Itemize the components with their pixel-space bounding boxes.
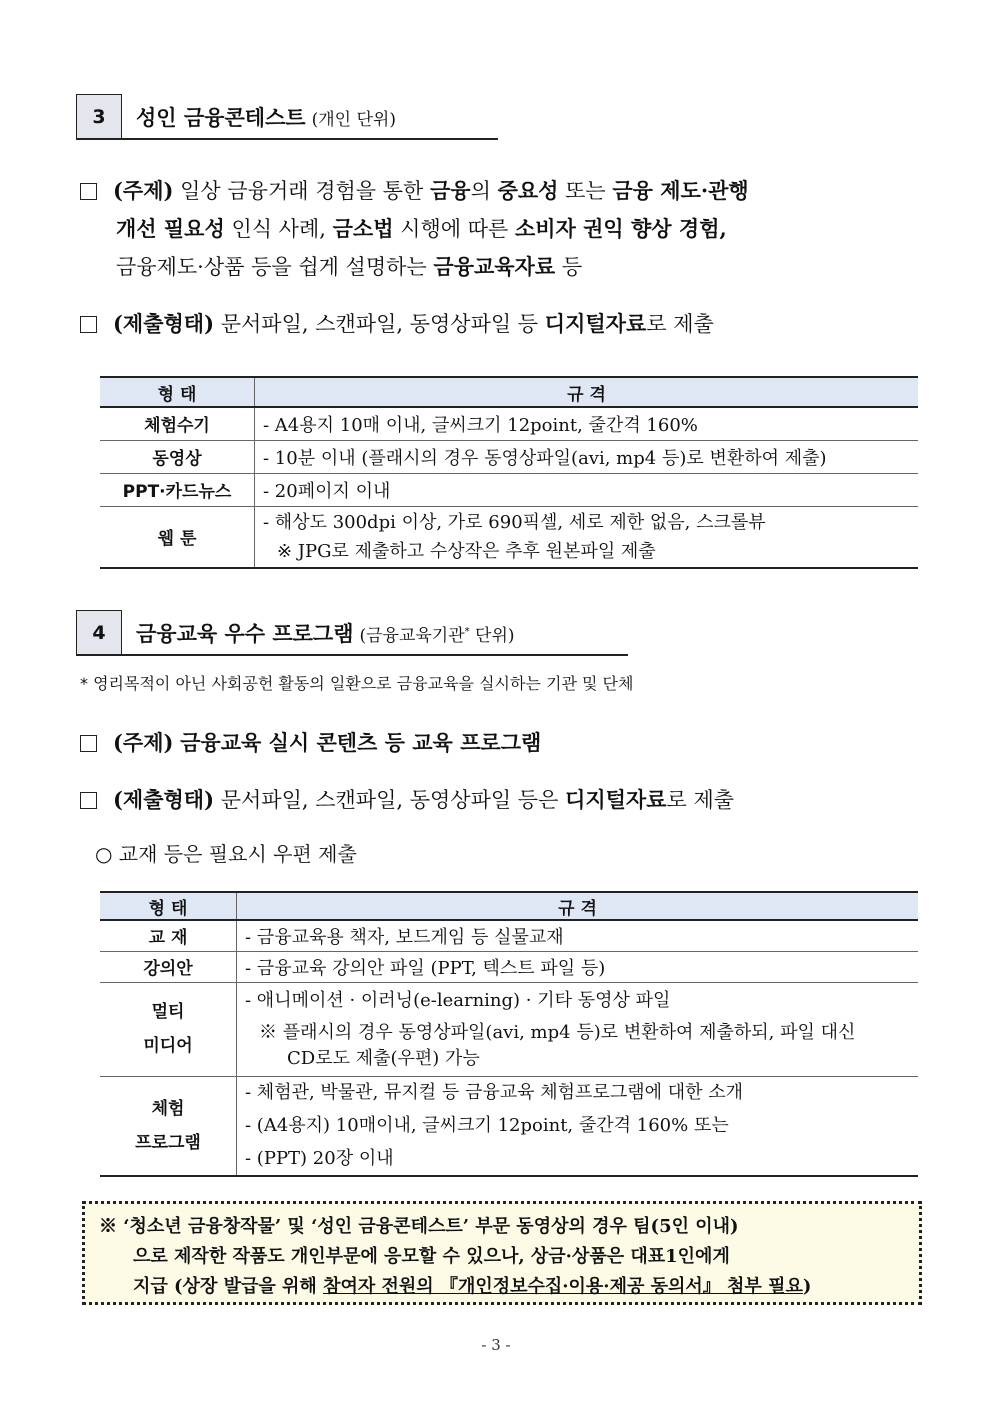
- section-4-sub-item: ○ 교재 등은 필요시 우편 제출: [95, 842, 357, 866]
- checkbox-icon: [80, 183, 97, 200]
- section-3-underline: [76, 138, 498, 140]
- section-3-title: 성인 금융콘테스트: [136, 105, 306, 130]
- table-row: PPT·카드뉴스 - 20페이지 이내: [100, 473, 918, 506]
- table-header-type: 형 태: [100, 377, 255, 407]
- section-4-number: 4: [76, 610, 122, 656]
- section-4-submission: (제출형태) 문서파일, 스캔파일, 동영상파일 등은 디지털자료로 제출: [80, 781, 734, 819]
- section-4-spec-table: [100, 891, 918, 1177]
- checkbox-icon: [80, 316, 97, 333]
- section-3-spec-table: [100, 376, 918, 569]
- table-row: 체험 프로그램 - 체험관, 박물관, 뮤지컬 등 금융교육 체험프로그램에 대한 소개 - (A4용지) 10매이내, 글씨크기 12point, 줄간격 160% 또는 - (PPT) 20장 이내: [100, 1076, 918, 1176]
- page-number: - 3 -: [481, 1336, 511, 1354]
- section-4-underline: [76, 654, 628, 656]
- section-3-submission: (제출형태) 문서파일, 스캔파일, 동영상파일 등 디지털자료로 제출: [80, 305, 714, 343]
- checkbox-icon: [80, 792, 97, 809]
- checkbox-icon: [80, 735, 97, 752]
- section-4-subtitle: (금융교육기관* 단위): [359, 625, 515, 646]
- table-row: 교 재 - 금융교육용 책자, 보드게임 등 실물교재: [100, 920, 918, 951]
- table-row: 체험수기 - A4용지 10매 이내, 글씨크기 12point, 줄간격 160%: [100, 407, 918, 440]
- table-row: 동영상 - 10분 이내 (플래시의 경우 동영상파일(avi, mp4 등)로 변환하여 제출): [100, 440, 918, 473]
- table-row: 강의안 - 금융교육 강의안 파일 (PPT, 텍스트 파일 등): [100, 951, 918, 982]
- table-header-type: 형 태: [100, 892, 237, 920]
- section-4-footnote: * 영리목적이 아닌 사회공헌 활동의 일환으로 금융교육을 실시하는 기관 및 단체: [80, 674, 634, 693]
- section-3-subtitle: (개인 단위): [311, 109, 396, 130]
- table-row: 멀티 미디어 - 애니메이션 · 이러닝(e-learning) · 기타 동영상 파일 ※ 플래시의 경우 동영상파일(avi, mp4 등)로 변환하여 제출하되, 파일 대신 CD로도 제출(우편) 가능: [100, 982, 918, 1076]
- table-row: 웹 툰 - 해상도 300dpi 이상, 가로 690픽셀, 세로 제한 없음, 스크롤뷰 ※ JPG로 제출하고 수상작은 추후 원본파일 제출: [100, 506, 918, 568]
- table-header-spec: 규 격: [237, 892, 919, 920]
- section-3-topic: (주제) 일상 금융거래 경험을 통한 금융의 중요성 또는 금융 제도·관행 개선 필요성 인식 사례, 금소법 시행에 따른 소비자 권익 향상 경험, 금융제도·상품 등을 쉽게 설명하는 금융교육자료 등: [80, 172, 922, 286]
- section-3-header: [76, 94, 396, 140]
- table-header-spec: 규 격: [255, 377, 919, 407]
- notice-box: ※ ‘청소년 금융창작물’ 및 ‘성인 금융콘테스트’ 부문 동영상의 경우 팀(5인 이내) 으로 제작한 작품도 개인부문에 응모할 수 있으나, 상금·상품은 대표1인에게 지급 (상장 발급을 위해 참여자 전원의 『개인정보수집·이용·제공 동의서』 첨부 필요): [82, 1201, 922, 1305]
- section-3-number: 3: [76, 94, 122, 140]
- section-4-topic: (주제) 금융교육 실시 콘텐츠 등 교육 프로그램: [80, 724, 541, 762]
- section-4-title: 금융교육 우수 프로그램: [136, 621, 354, 646]
- section-4-header: [76, 610, 515, 656]
